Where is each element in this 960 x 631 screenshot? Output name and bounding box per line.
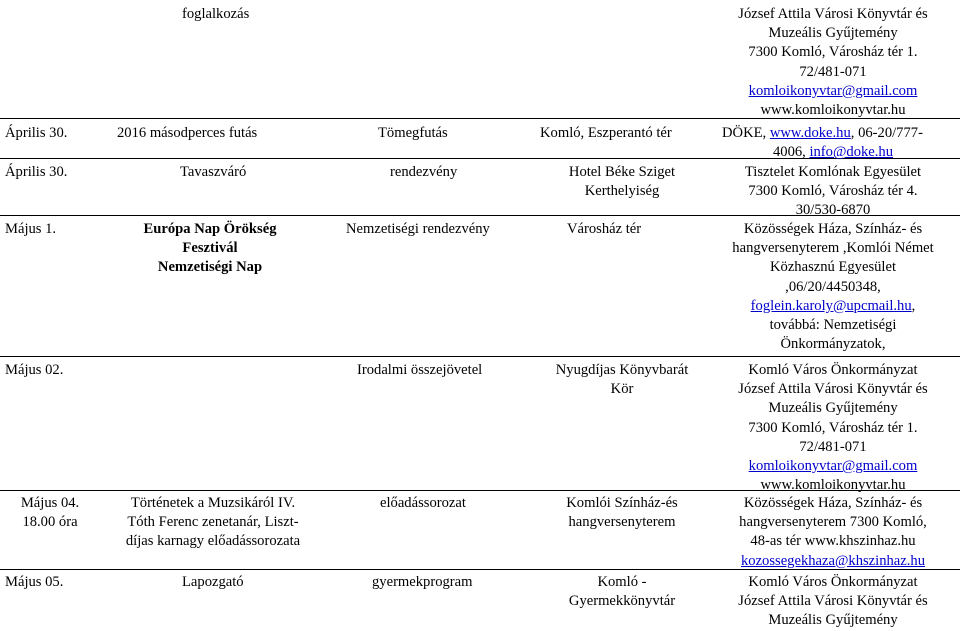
place-line: Komlói Színház-és [566,495,678,511]
place-line: Komló - [597,574,647,590]
event-type: Tömegfutás [378,125,448,141]
place-line: Nyugdíjas Könyvbarát [555,362,689,378]
event-title: Tavaszváró [180,164,247,180]
contact-line: József Attila Városi Könyvtár és [738,381,928,398]
contact-line: József Attila Városi Könyvtár és [738,593,928,610]
event-date: Május 05. [5,574,64,590]
title-line: Történetek a Muzsikáról IV. [130,495,296,511]
place-line: Kerthelyiség [584,183,660,200]
event-place [569,163,675,201]
date-line: Május 04. [20,495,80,511]
contact-line: Közösségek Háza, Színház- és [743,221,923,237]
title-line: Nemzetiségi Nap [157,259,263,276]
event-contact [745,163,921,221]
place-line: Hotel Béke Sziget [568,164,676,180]
event-place [566,494,677,532]
contact-line: Komló Város Önkormányzat [748,574,918,590]
event-place: Komló, Eszperantó tér [540,125,672,141]
event-contact [739,494,927,571]
time-line: 18.00 óra [22,514,78,531]
contact-line: 72/481-071 [799,438,867,455]
event-title: Lapozgató [182,574,244,590]
contact-line: továbbá: Nemzetiségi [769,317,897,334]
event-place [556,361,689,399]
event-contact-cont [773,143,893,162]
contact-line: Önkormányzatok, [780,336,886,353]
event-place [569,573,675,611]
event-type: előadássorozat [380,495,466,511]
event-contact [738,573,927,631]
contact-line: ,06/20/4450348, [785,278,881,295]
contact-text: DÖKE, [722,125,770,141]
contact-line: Közhasznú Egyesület [769,259,897,276]
event-title [126,494,300,552]
event-title [144,220,277,278]
contact-line: www.komloikonyvtar.hu [760,102,906,119]
event-type: Irodalmi összejövetel [357,362,483,378]
event-place: Városház tér [567,221,642,237]
event-date: Április 30. [5,125,68,141]
email-link[interactable]: komloikonyvtar@gmail.com [748,82,918,99]
event-type: rendezvény [390,164,458,180]
contact-line: József Attila Városi Könyvtár és [738,6,928,22]
contact-line: Muzeális Gyűjtemény [768,400,898,417]
event-contact [722,124,923,143]
event-contact [738,5,927,120]
contact-line: Tisztelet Komlónak Egyesület [744,164,922,180]
contact-line: hangversenyterem 7300 Komló, [739,514,927,531]
email-link[interactable]: foglein.karoly@upcmail.hu [750,297,912,314]
title-line: Fesztivál [182,240,238,257]
title-line: Tóth Ferenc zenetanár, Liszt- [127,514,299,531]
event-type: foglalkozás [182,6,250,22]
contact-line: 30/530-6870 [795,202,871,219]
row-divider [0,356,960,357]
contact-line: Muzeális Gyűjtemény [768,612,898,629]
event-type: gyermekprogram [372,574,473,590]
contact-text: 4006, [772,144,810,160]
contact-line: 7300 Komló, Városház tér 1. [748,44,918,61]
event-title: 2016 másodperces futás [117,125,258,141]
contact-line: www.komloikonyvtar.hu [760,477,906,494]
event-date: Május 02. [5,362,64,378]
contact-text: , 06-20/777- [850,125,923,141]
contact-line: Közösségek Háza, Színház- és [743,495,923,511]
email-link[interactable]: komloikonyvtar@gmail.com [748,458,918,475]
contact-text: , [911,297,916,314]
event-date: Május 1. [5,221,57,237]
event-contact [738,361,927,495]
web-link[interactable]: www.doke.hu [769,125,851,141]
place-line: Kör [610,381,634,398]
contact-line: 7300 Komló, Városház tér 1. [748,419,918,436]
contact-line: 7300 Komló, Városház tér 4. [748,183,918,200]
event-contact [732,220,933,354]
title-line: Európa Nap Örökség [143,221,277,237]
contact-line: 48-as tér www.khszinhaz.hu [750,533,916,550]
event-date: Április 30. [5,164,68,180]
contact-line: hangversenyterem ,Komlói Német [732,240,934,257]
contact-line: Muzeális Gyűjtemény [768,25,898,42]
place-line: Gyermekkönyvtár [568,593,676,610]
email-link[interactable]: info@doke.hu [809,144,894,160]
title-line: díjas karnagy előadássorozata [125,533,301,550]
event-date [21,494,79,532]
contact-line: 72/481-071 [799,63,867,80]
email-link[interactable]: kozossegekhaza@khszinhaz.hu [740,552,926,569]
contact-line: Komló Város Önkormányzat [748,362,918,378]
event-type: Nemzetiségi rendezvény [346,221,490,237]
place-line: hangversenyterem [568,514,676,531]
